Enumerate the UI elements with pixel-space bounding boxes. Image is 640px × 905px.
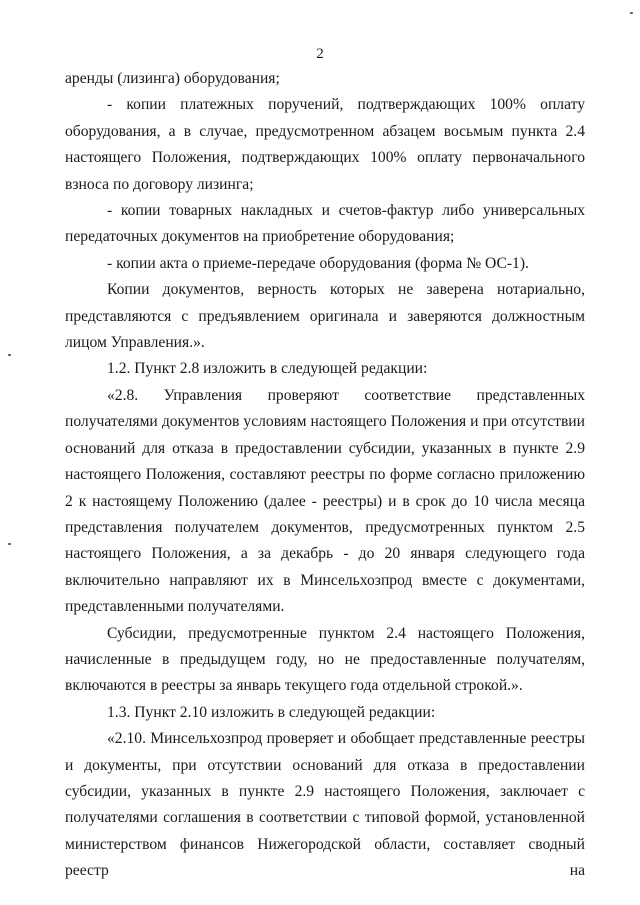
- scan-mark: [8, 354, 11, 356]
- paragraph-acceptance-act: - копии акта о приеме-передаче оборудования (форма № ОС-1).: [107, 254, 529, 272]
- scan-mark: [8, 543, 11, 545]
- paragraph-item-1-2: 1.2. Пункт 2.8 изложить в следующей редакции:: [107, 360, 428, 378]
- document-body: [65, 66, 585, 885]
- page-number: 2: [316, 46, 324, 62]
- paragraph-lease-equipment: аренды (лизинга) оборудования;: [65, 70, 280, 87]
- paragraph-clause-2-8: «2.8. Управления проверяют соответствие представленных получателями документов условиям настоящего Положения и при отсутствии оснований для отказа в предоставлении субсидии, указанных в пункте 2.9 настоящего Положения, составляют реестры по форме согласно приложению 2 к настоящему Положению (далее - реестры) и в срок до 10 числа месяца представления получателем документов, предусмотренных пунктом 2.5 настоящего Положения, а за декабрь - до 20 января следующего года включительно направляют их в Минсельхозпрод вместе с документами, представленными получателями.: [65, 386, 585, 616]
- paragraph-item-1-3: 1.3. Пункт 2.10 изложить в следующей редакции:: [107, 703, 436, 721]
- paragraph-subsidies: Субсидии, предусмотренные пунктом 2.4 настоящего Положения, начисленные в предыдущем году, но не предоставленные получателям, включаются в реестры за январь текущего года отдельной строкой.».: [65, 624, 585, 695]
- paragraph-clause-2-10: «2.10. Минсельхозпрод проверяет и обобщает представленные реестры и документы, при отсутствии оснований для отказа в предоставлении субсидии, указанных в пункте 2.9 настоящего Положения, заключает с получателями соглашения в соответствии с типовой формой, установленной министерством финансов Нижегородской области, составляет сводный реестр на: [65, 730, 585, 880]
- paragraph-invoices: - копии товарных накладных и счетов-фактур либо универсальных передаточных документов на приобретение оборудования;: [65, 202, 585, 246]
- paragraph-payment-orders: - копии платежных поручений, подтверждающих 100% оплату оборудования, а в случае, предусмотренном абзацем восьмым пункта 2.4 настоящего Положения, подтверждающих 100% оплату первоначального взноса по договору лизинга;: [65, 96, 585, 193]
- scan-mark: [630, 12, 633, 14]
- paragraph-document-copies: Копии документов, верность которых не заверена нотариально, представляются с предъявлением оригинала и заверяются должностным лицом Управления.».: [65, 281, 585, 352]
